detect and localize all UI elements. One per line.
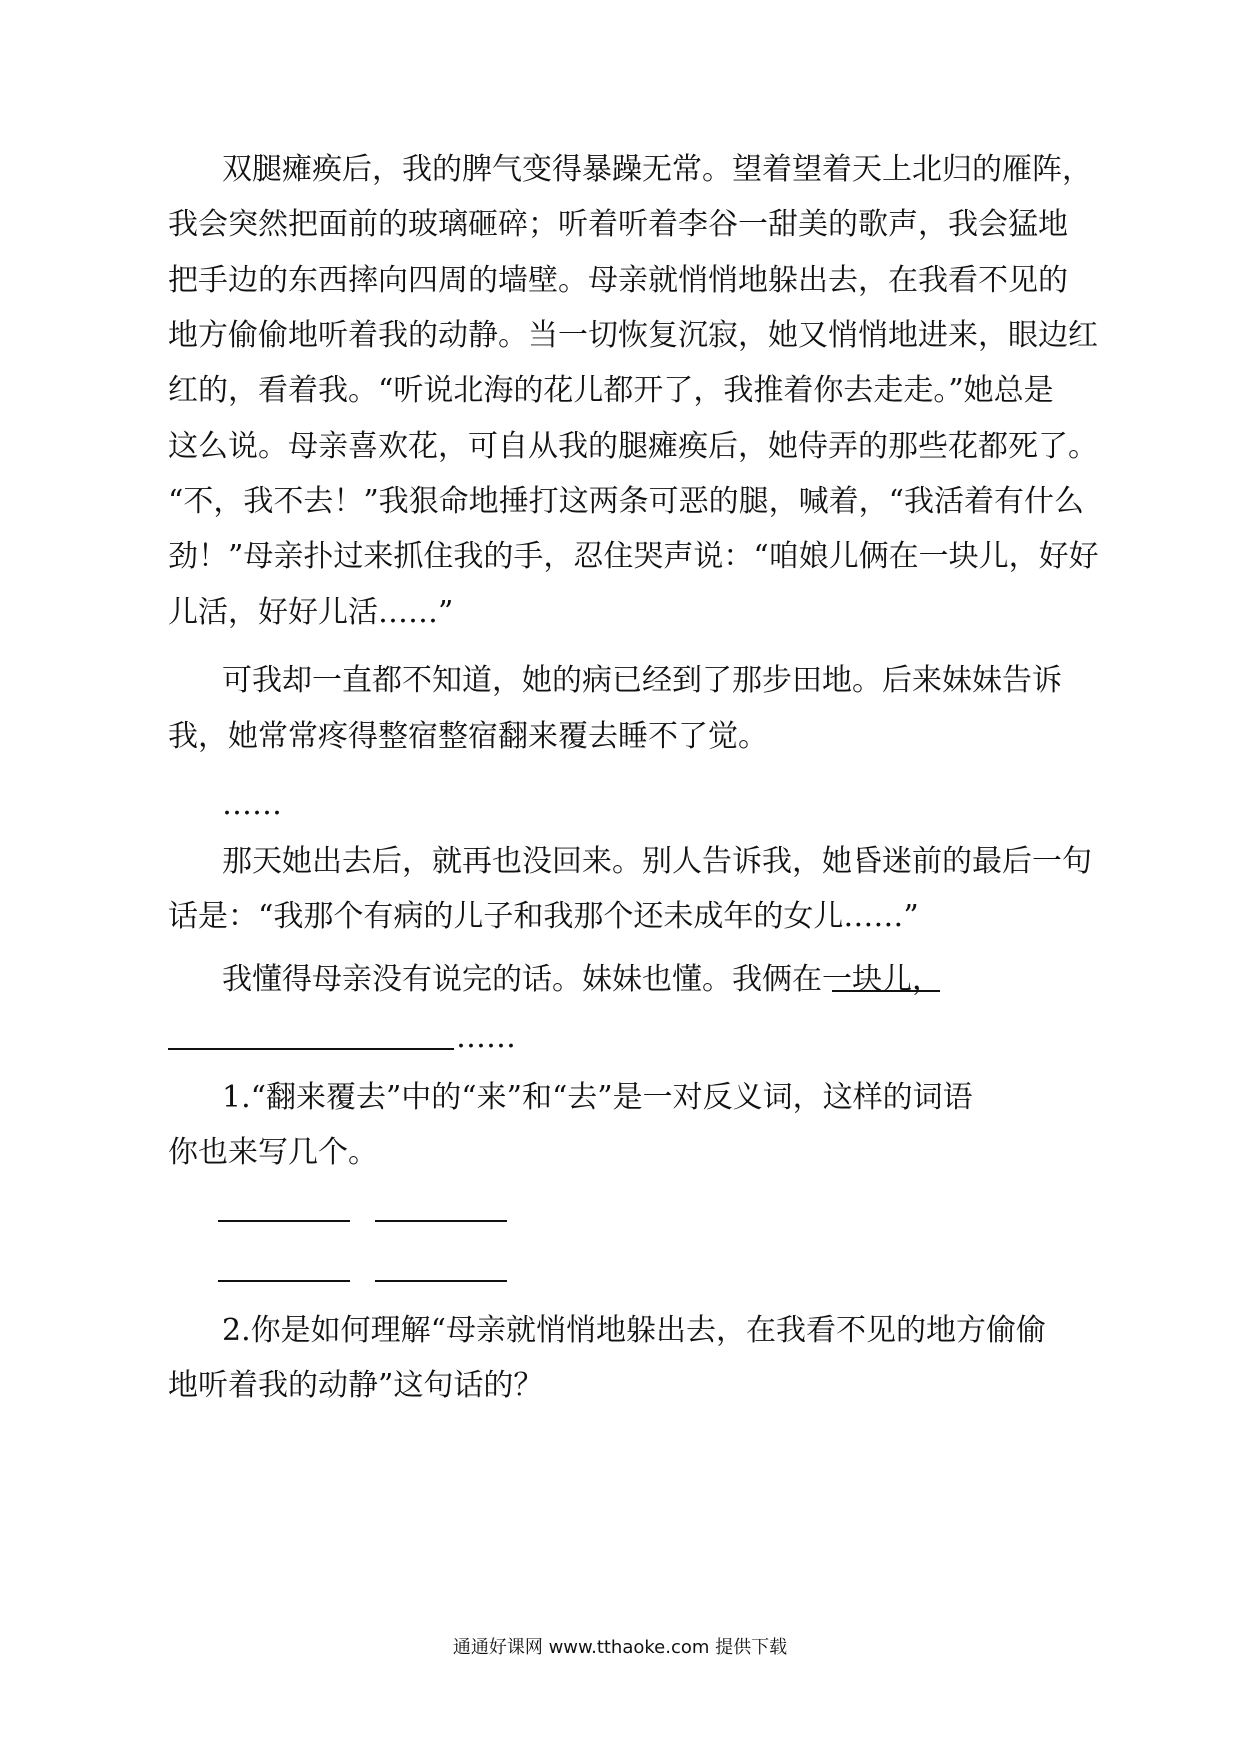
fill-in-blank[interactable] <box>832 990 940 992</box>
passage-line: 这么说。母亲喜欢花，可自从我的腿瘫痪后，她侍弄的那些花都死了。 <box>168 429 1098 464</box>
passage-line: 那天她出去后，就再也没回来。别人告诉我，她昏迷前的最后一句 <box>222 844 1092 879</box>
passage-line: 我，她常常疼得整宿整宿翻来覆去睡不了觉。 <box>168 719 768 754</box>
passage-ellipsis: …… <box>456 1020 516 1055</box>
passage-line: 可我却一直都不知道，她的病已经到了那步田地。后来妹妹告诉 <box>222 663 1062 698</box>
passage-line: 我懂得母亲没有说完的话。妹妹也懂。我俩在一块儿， <box>222 962 942 997</box>
question-1-line: 你也来写几个。 <box>168 1135 378 1170</box>
passage-ellipsis: …… <box>222 787 282 822</box>
answer-blank[interactable] <box>218 1280 350 1282</box>
answer-blank[interactable] <box>375 1220 507 1222</box>
question-1-line: 1.“翻来覆去”中的“来”和“去”是一对反义词，这样的词语 <box>222 1080 973 1115</box>
passage-line: “不，我不去！”我狠命地捶打这两条可恶的腿，喊着，“我活着有什么 <box>168 484 1085 519</box>
passage-line: 儿活，好好儿活……” <box>168 595 454 630</box>
question-2-line: 2.你是如何理解“母亲就悄悄地躲出去，在我看不见的地方偷偷 <box>222 1313 1046 1348</box>
passage-line: 我会突然把面前的玻璃砸碎；听着听着李谷一甜美的歌声，我会猛地 <box>168 207 1068 242</box>
answer-blank[interactable] <box>375 1280 507 1282</box>
answer-blank[interactable] <box>218 1220 350 1222</box>
passage-line: 话是：“我那个有病的儿子和我那个还未成年的女儿……” <box>168 899 919 934</box>
footer-credit: 通通好课网 www.tthaoke.com 提供下载 <box>452 1637 788 1658</box>
passage-line: 劲！”母亲扑过来抓住我的手，忍住哭声说：“咱娘儿俩在一块儿，好好 <box>168 539 1099 574</box>
question-2-line: 地听着我的动静”这句话的？ <box>168 1368 544 1403</box>
passage-line: 双腿瘫痪后，我的脾气变得暴躁无常。望着望着天上北归的雁阵， <box>222 152 1092 187</box>
passage-line: 把手边的东西摔向四周的墙壁。母亲就悄悄地躲出去，在我看不见的 <box>168 263 1068 298</box>
passage-line: 地方偷偷地听着我的动静。当一切恢复沉寂，她又悄悄地进来，眼边红 <box>168 318 1098 353</box>
fill-in-blank[interactable] <box>168 1048 454 1050</box>
passage-line: 红的，看着我。“听说北海的花儿都开了，我推着你去走走。”她总是 <box>168 373 1054 408</box>
